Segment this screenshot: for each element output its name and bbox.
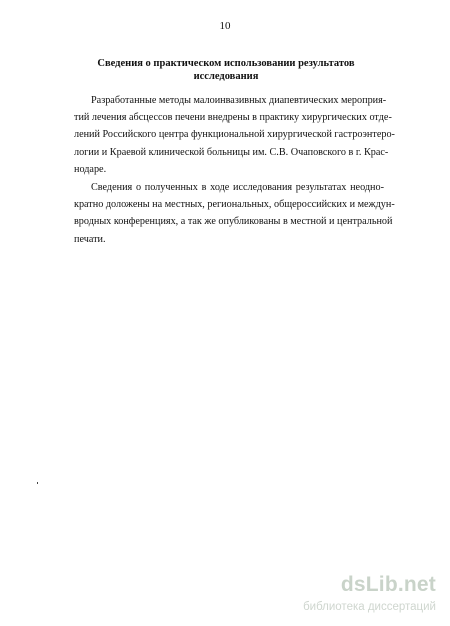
paragraph-line: печати. [74,233,106,245]
paragraph-line: Разработанные методы малоинвазивных диапевтических мероприя- [91,95,387,106]
paragraph-line: логии и Краевой клинической больницы им. С.В. Очаповского в г. Крас- [74,146,389,158]
paragraph-implementation [74,92,395,178]
paragraph-line: кратно доложены на местных, региональных, общероссийских и междун- [74,199,395,211]
paragraph-line: Сведения о полученных в ходе исследования результатах неодно- [91,182,384,193]
paragraph-line: тий лечения абсцессов печени внедрены в практику хирургических отде- [74,112,392,124]
page-number: 10 [219,20,231,32]
section-heading-line-2: исследования [193,71,259,82]
section-heading [70,57,382,83]
section-heading-line-1: Сведения о практическом использовании результатов [97,58,355,69]
paragraph-presentations [74,179,395,248]
watermark-logo: dsLib.net [340,573,436,596]
scan-speck [37,482,38,484]
dslib-watermark [272,573,444,619]
paragraph-line: нодаре. [74,163,107,175]
paragraph-line: лений Российского центра функциональной хирургической гастроэнтеро- [74,129,395,141]
paragraph-line: вродных конференциях, а так же опубликованы в местной и центральной [74,216,393,228]
watermark-tagline: библиотека диссертаций [303,601,436,613]
